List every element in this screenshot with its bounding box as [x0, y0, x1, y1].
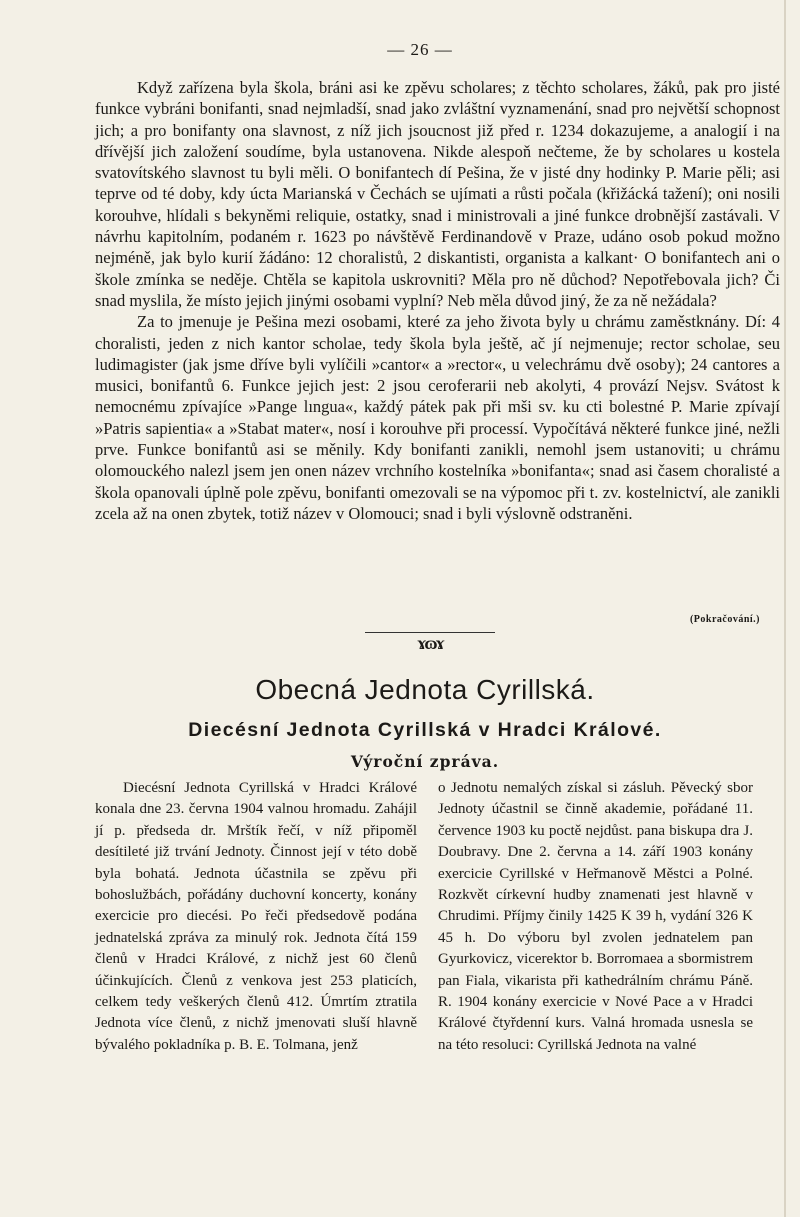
article-paragraph: Když zařízena byla škola, bráni asi ke zpěvu scholares; z těchto scholares, žáků, pak pro jisté funkce vybráni bonifanti, snad nejmladší, snad jako zvláštní vyznamenání, snad pro největší schopnost jich; a pro bonifanty ona slavnost, z níž jich jsoucnost již před r. 1234 dokazujeme, a analogií i na dřívější jich založení soudíme, byla ustanovena. Nikde alespoň nečteme, že by scholares u kostela svatovítského slavnost tu byli měli. O bonifantech dí Pešina, že v jisté dny hodinky P. Marie pěli; asi teprve od té doby, kdy úcta Marianská v Čechách se ujímati a růsti počala (křižácká tažení); oni nosili korouhve, hlídali s bekyněmi reliquie, ostatky, snad i ministrovali a jiné funkce drobnější zastávali. V návrhu kapitolním, podaném r. 1623 po návštěvě Ferdinandově v Praze, udáno osob pokud možno nejméně, jak bylo kurií žádáno: 12 choralistů, 2 diskantisti, organista a kalkant· O bonifantech ani o škole zmínka se neděje. Chtěla se kapitola uskrovniti? Měla pro ně důchod? Nepotřebovala jich? Či snad myslila, že místo jejich jinými osobami vyplní? Neb měla důvod jiný, že za ně nežádala? — [95, 78, 780, 310]
report-heading: Obecná Jednota Cyrillská. — [255, 674, 595, 705]
report-left-column — [95, 778, 417, 1056]
report-subheading: Diecésní Jednota Cyrillská v Hradci Králové. — [188, 719, 662, 741]
ornament-icon: ɤɷɤ — [417, 633, 443, 653]
page-number: — 26 — — [387, 40, 453, 59]
report-section-title: Výroční zpráva. — [350, 752, 500, 771]
continued-note: (Pokračování.) — [689, 614, 760, 625]
report-left-text: Diecésní Jednota Cyrillská v Hradci Králové konala dne 23. června 1904 valnou hromadu. Zahájil jí p. předseda dr. Mrštík řečí, v níž připoměl desítileté již trvání Jednoty. Činnost její v této době byla bohatá. Jednota účastnila se zpěvu při bohoslužbách, pořádány duchovní koncerty, konány exercicie pro diecési. Po řeči předsedově podána jednatelská zpráva za minulý rok. Jednota čítá 159 členů v Hradci Králové, z nichž jest 60 členů účinkujících. Členů z venkova jest 253 platicích, celkem tedy veškerých členů 412. Úmrtím ztratila Jednota více členů, z nichž jmenovati sluší hlavně bývalého pokladníka p. B. E. Tolmana, jenž — [95, 780, 417, 1053]
article-body — [95, 77, 780, 524]
article-paragraph: Za to jmenuje je Pešina mezi osobami, které za jeho života byly u chrámu zaměstknány. Dí: 4 choralisti, jeden z nich kantor scholae, tedy škola byla ještě, ač jí nejmenuje; rector scholae, seu ludimagister (jak jsme dříve byli vylíčili »cantor« a »rector«, u velechrámu dvě osoby); 24 cantores a musici, bonifantů 6. Funkce jejich jest: 2 jsou ceroferarii neb akolyti, 4 provází Nejsv. Svátost k nemocnému zpívajíce »Pange lıngua«, každý pátek pak při mši sv. ku cti bolestné P. Marie zpívají »Patris sapientia« a »Stabat mater«, nosí i korouhve při processí. Vypočítává některé funkce jiné, nežli prve. Funkce bonifantů asi se měnily. Kdy bonifanti zanikli, nemohl jsem ustanoviti; u chrámu olomouckého nalezl jsem jen onen název vrchního kostelníka »bonifanta«; snad asi časem choralisté a škola opanovali úplně pole zpěvu, bonifanti omezovali se na výpomoc při t. zv. kostelnictví, ale zanikli zcela až na onen zbytek, totiž název v Olomouci; snad i byli výslovně odstraněni. — [95, 312, 780, 523]
page-edge — [784, 0, 786, 1217]
report-right-text: o Jednotu nemalých získal si zásluh. Pěvecký sbor Jednoty účastnil se činně akademie, pořádané 11. července 1903 ku poctě nejdůst. pana biskupa dra J. Doubravy. Dne 2. června a 14. září 1903 konány exercicie Cyrillské v Heřmanově Městci a Polné. Rozkvět církevní hudby znamenati jest hlavně v Chrudimi. Příjmy činily 1425 K 39 h, vydání 326 K 45 h. Do výboru byl zvolen jednatelem pan Gyurkovicz, vicerektor b. Borromaea a sbormistrem pan Fiala, vikarista při kathedrálním chrámu Páně. R. 1904 konány exercicie v Nové Pace a v Hradci Králové čtyřdenní kurs. Valná hromada usnesla se na této resoluci: Cyrillská Jednota na valné — [438, 780, 753, 1053]
report-right-column — [438, 778, 753, 1056]
